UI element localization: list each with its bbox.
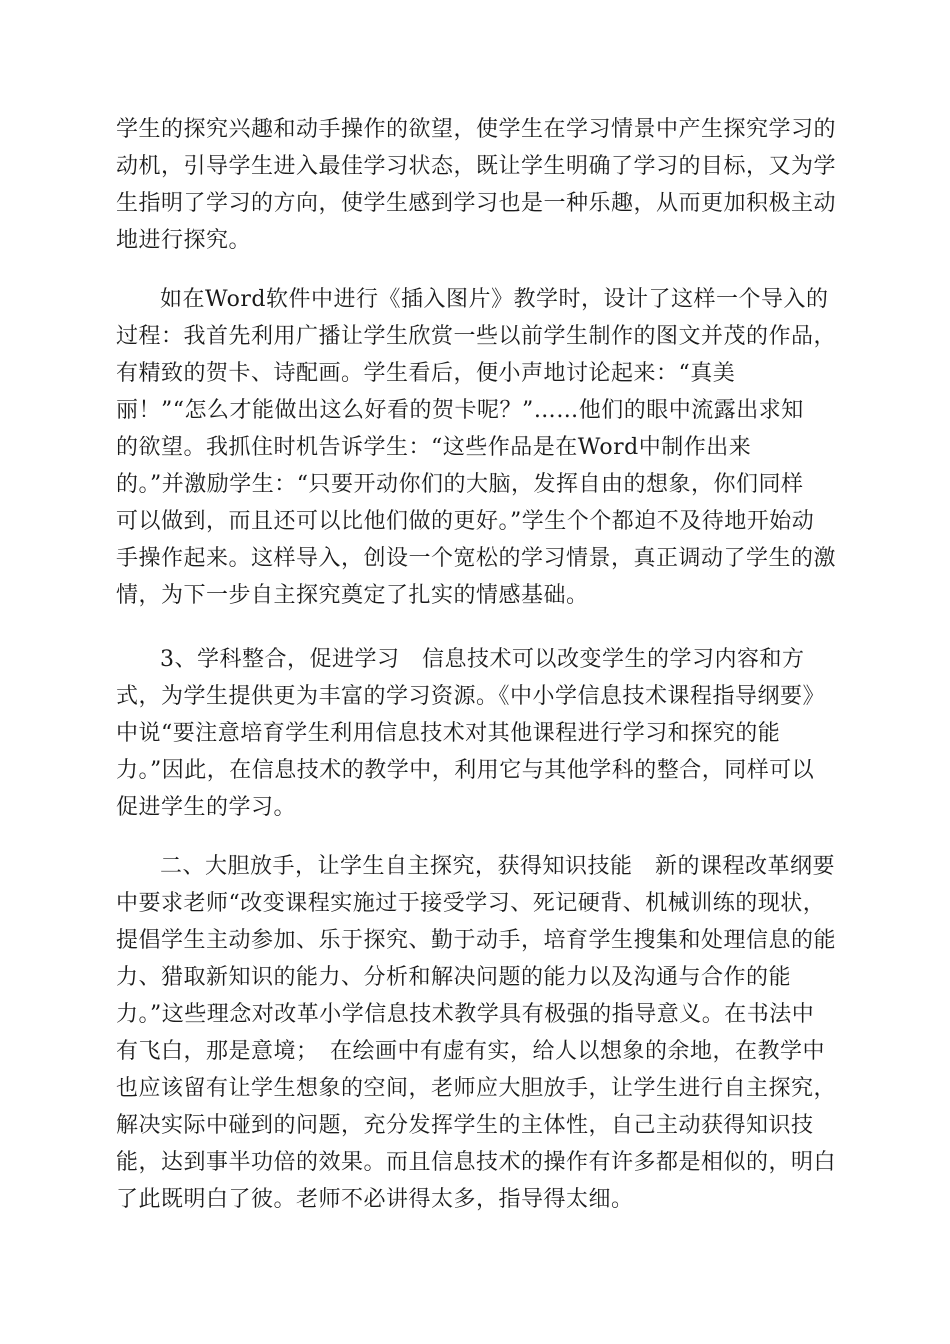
- paragraph-word-example: [116, 281, 836, 614]
- text-line: 情，为下一步自主探究奠定了扎实的情感基础。: [116, 583, 589, 608]
- text-line: 中说“要注意培育学生利用信息技术对其他课程进行学习和探究的能: [116, 721, 781, 746]
- text-line: 的。”并激励学生：“只要开动你们的大脑，发挥自由的想象，你们同样: [116, 472, 804, 497]
- text-line: 解决实际中碰到的问题，充分发挥学生的主体性，自己主动获得知识技: [116, 1113, 814, 1138]
- paragraph-self-exploration: [116, 848, 836, 1218]
- text-line: 力。”因此，在信息技术的教学中，利用它与其他学科的整合，同样可以: [116, 758, 815, 783]
- text-line: 动机，引导学生进入最佳学习状态，既让学生明确了学习的目标，又为学: [116, 154, 837, 179]
- text-line: 能，达到事半功倍的效果。而且信息技术的操作有许多都是相似的，明白: [116, 1150, 837, 1175]
- text-line: 式，为学生提供更为丰富的学习资源。《中小学信息技术课程指导纲要》: [116, 684, 826, 709]
- text-line: 力。”这些理念对改革小学信息技术教学具有极强的指导意义。在书法中: [116, 1002, 815, 1027]
- text-line: 有飞白，那是意境； 在绘画中有虚有实，给人以想象的余地，在教学中: [116, 1039, 826, 1064]
- text-line: 过程：我首先利用广播让学生欣赏一些以前学生制作的图文并茂的作品，: [116, 324, 837, 349]
- text-line: 的欲望。我抓住时机告诉学生：“这些作品是在Word中制作出来: [116, 435, 752, 460]
- text-line: 生指明了学习的方向，使学生感到学习也是一种乐趣，从而更加积极主动: [116, 191, 837, 216]
- text-line: 有精致的贺卡、诗配画。学生看后，便小声地讨论起来：“真美: [116, 361, 736, 386]
- text-line: 了此既明白了彼。老师不必讲得太多，指导得太细。: [116, 1187, 634, 1212]
- text-line: 地进行探究。: [116, 228, 252, 253]
- text-line: 力、猎取新知识的能力、分析和解决问题的能力以及沟通与合作的能: [116, 965, 792, 990]
- text-line: 3、学科整合，促进学习 信息技术可以改变学生的学习内容和方: [160, 647, 805, 672]
- text-line: 丽！”“怎么才能做出这么好看的贺卡呢？”……他们的眼中流露出求知: [116, 398, 804, 423]
- paragraph-subject-integration: [116, 641, 836, 826]
- text-line: 促进学生的学习。: [116, 795, 297, 820]
- text-line: 可以做到，而且还可以比他们做的更好。”学生个个都迫不及待地开始动: [116, 509, 815, 534]
- text-line: 学生的探究兴趣和动手操作的欲望，使学生在学习情景中产生探究学习的: [116, 117, 837, 142]
- text-line: 手操作起来。这样导入，创设一个宽松的学习情景，真正调动了学生的激: [116, 546, 837, 571]
- text-line: 中要求老师“改变课程实施过于接受学习、死记硬背、机械训练的现状，: [116, 891, 826, 916]
- text-line: 也应该留有让学生想象的空间，老师应大胆放手，让学生进行自主探究，: [116, 1076, 837, 1101]
- text-line: 二、大胆放手，让学生自主探究，获得知识技能 新的课程改革纲要: [160, 854, 836, 879]
- text-line: 如在Word软件中进行《插入图片》教学时，设计了这样一个导入的: [160, 287, 829, 312]
- paragraph-intro-continuation: [116, 111, 836, 259]
- text-line: 提倡学生主动参加、乐于探究、勤于动手，培育学生搜集和处理信息的能: [116, 928, 837, 953]
